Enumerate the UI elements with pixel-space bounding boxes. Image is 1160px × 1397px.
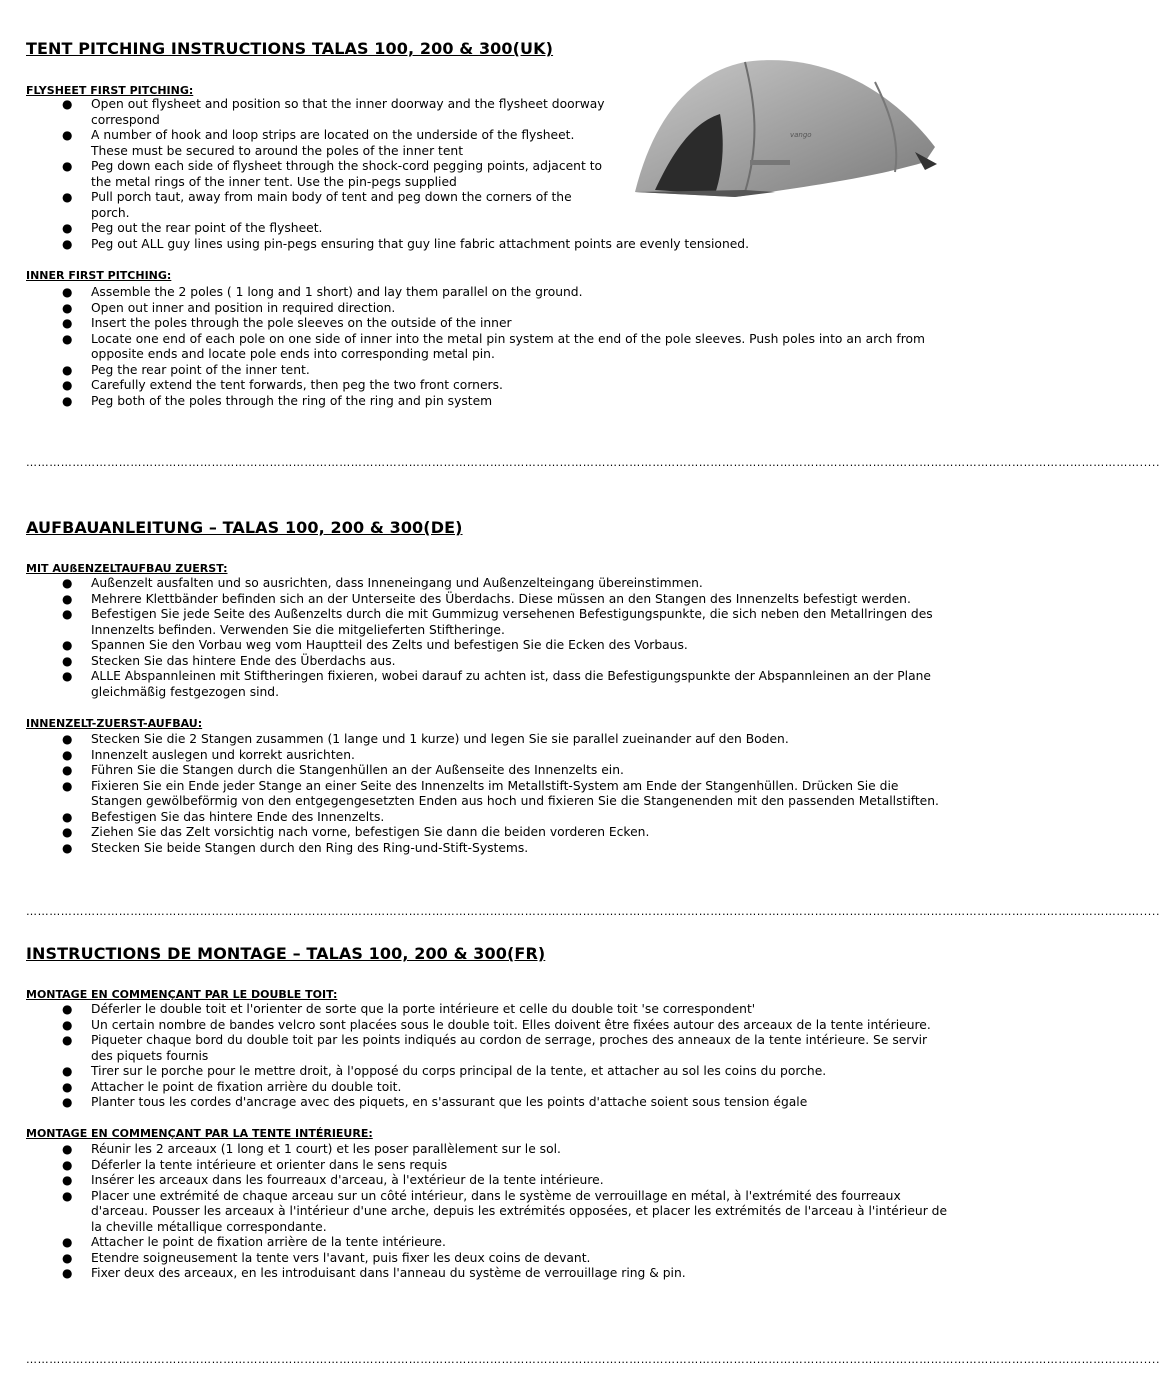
list-item xyxy=(26,332,950,363)
list-item xyxy=(26,1002,950,1018)
fr-flysheet-list-wrap xyxy=(26,1002,950,1111)
section-fr xyxy=(26,944,950,963)
item-text: Piqueter chaque bord du double toit par les points indiqués au cordon de serrage, proches des anneaux de la tente intérieure. Se servir des piquets fournis xyxy=(91,1033,928,1063)
item-text: Placer une extrémité de chaque arceau sur un côté intérieur, dans le système de verrouillage en métal, à l'extrémité des fourreaux d'arceau. Pousser les arceaux à l'intérieur d'une arche, depuis les extrémités opposées, et placer les extrémités de l'arceau à l'intérieur de la cheville métallique correspondante. xyxy=(91,1188,948,1234)
list-item xyxy=(26,1173,950,1189)
list-item xyxy=(26,394,950,410)
list-item xyxy=(26,638,950,654)
de-inner-list xyxy=(26,732,950,856)
item-text: Etendre soigneusement la tente vers l'avant, puis fixer les deux coins de devant. xyxy=(91,1250,591,1265)
list-item xyxy=(26,1080,950,1096)
list-item xyxy=(26,810,950,826)
separator: ………………………………………………………………………………………………………………………………………………………………………………………………………………………………………………………………..... xyxy=(26,905,1160,918)
list-item xyxy=(26,237,950,253)
item-text: A number of hook and loop strips are located on the underside of the flysheet. These must be secured to around the poles of the inner tent xyxy=(91,128,575,158)
bullet-icon: ● xyxy=(62,1079,73,1094)
bullet-icon: ● xyxy=(62,763,73,777)
list-item xyxy=(26,748,950,764)
bullet-icon: ● xyxy=(62,1266,73,1280)
bullet-icon: ● xyxy=(62,1173,73,1187)
subheading: INNER FIRST PITCHING: xyxy=(26,269,172,282)
item-text: Peg out the rear point of the flysheet. xyxy=(91,221,323,235)
subheading: FLYSHEET FIRST PITCHING: xyxy=(26,84,194,97)
item-text: Befestigen Sie jede Seite des Außenzelts durch die mit Gummizug versehenen Befestigungspunkte, die sich neben den Metallringen des Innenzelts befinden. Verwenden Sie die mitgelieferten Stiftheringe. xyxy=(91,607,933,637)
bullet-icon: ● xyxy=(62,809,73,824)
list-item xyxy=(26,221,950,237)
bullet-icon: ● xyxy=(62,221,73,235)
bullet-icon: ● xyxy=(62,591,73,606)
bullet-icon: ● xyxy=(62,331,73,346)
bullet-icon: ● xyxy=(62,159,73,173)
item-text: Innenzelt auslegen und korrekt ausrichten. xyxy=(91,747,355,762)
item-text: Stecken Sie das hintere Ende des Überdachs aus. xyxy=(91,653,396,668)
section-heading: AUFBAUANLEITUNG – TALAS 100, 200 & 300(DE) xyxy=(26,518,463,537)
fr-inner-list-wrap xyxy=(26,1142,950,1282)
item-text: Fixieren Sie ein Ende jeder Stange an einer Seite des Innenzelts im Metallstift-System am Ende der Stangenhüllen. Drücken Sie die Stangen gewölbeförmig von den entgegengesetzten Enden aus hoch und fixieren Sie die Stangenenden mit den passenden Metallstiften. xyxy=(91,778,939,808)
bullet-icon: ● xyxy=(62,1017,73,1032)
item-text: Stecken Sie die 2 Stangen zusammen (1 lange und 1 kurze) und legen Sie sie parallel zueinander auf den Boden. xyxy=(91,732,789,746)
item-text: Carefully extend the tent forwards, then peg the two front corners. xyxy=(91,378,503,392)
list-item xyxy=(26,1235,950,1251)
de-flysheet-list xyxy=(26,576,950,700)
de-inner-block xyxy=(26,717,950,730)
item-text: ALLE Abspannleinen mit Stiftheringen fixieren, wobei darauf zu achten ist, dass die Befestigungspunkte der Abspannleinen an der Plane gleichmäßig festgezogen sind. xyxy=(91,669,931,699)
item-text: Open out inner and position in required direction. xyxy=(91,300,396,315)
item-text: Insérer les arceaux dans les fourreaux d'arceau, à l'extérieur de la tente intérieure. xyxy=(91,1173,604,1187)
item-text: Déferler le double toit et l'orienter de sorte que la porte intérieure et celle du double toit 'se correspondent' xyxy=(91,1002,756,1016)
tent-logo: vango xyxy=(790,131,812,139)
bullet-icon: ● xyxy=(62,1064,73,1078)
separator: ………………………………………………………………………………………………………………………………………………………………………………………………………………………………………………………………..... xyxy=(26,456,1160,469)
item-text: Peg the rear point of the inner tent. xyxy=(91,362,310,377)
bullet-icon: ● xyxy=(62,236,73,251)
subheading: MONTAGE EN COMMENÇANT PAR LA TENTE INTÉRIEURE: xyxy=(26,1127,373,1140)
bullet-icon: ● xyxy=(62,190,73,204)
bullet-icon: ● xyxy=(62,1157,73,1172)
item-text: Attacher le point de fixation arrière du double toit. xyxy=(91,1079,402,1094)
bullet-icon: ● xyxy=(62,1002,73,1016)
bullet-icon: ● xyxy=(62,732,73,746)
list-item xyxy=(26,363,950,379)
fr-inner-block xyxy=(26,1127,950,1140)
uk-inner-list xyxy=(26,285,950,409)
bullet-icon: ● xyxy=(62,128,73,142)
item-text: Spannen Sie den Vorbau weg vom Hauptteil des Zelts und befestigen Sie die Ecken des Vorbaus. xyxy=(91,638,688,652)
list-item xyxy=(26,592,950,608)
list-item xyxy=(26,378,950,394)
list-item xyxy=(26,654,950,670)
uk-flysheet-list xyxy=(26,97,950,252)
section-heading: INSTRUCTIONS DE MONTAGE – TALAS 100, 200 & 300(FR) xyxy=(26,944,546,963)
item-text: Stecken Sie beide Stangen durch den Ring des Ring-und-Stift-Systems. xyxy=(91,840,529,855)
list-item xyxy=(26,1266,950,1282)
list-item xyxy=(26,128,950,159)
list-item xyxy=(26,825,950,841)
de-flysheet-block xyxy=(26,562,950,575)
subheading: INNENZELT-ZUERST-AUFBAU: xyxy=(26,717,203,730)
bullet-icon: ● xyxy=(62,840,73,855)
list-item xyxy=(26,1251,950,1267)
subheading: MONTAGE EN COMMENÇANT PAR LE DOUBLE TOIT: xyxy=(26,988,338,1001)
list-item xyxy=(26,607,950,638)
de-flysheet-list-wrap xyxy=(26,576,950,700)
bullet-icon: ● xyxy=(62,97,73,111)
list-item xyxy=(26,669,950,700)
list-item xyxy=(26,1033,950,1064)
uk-inner-block xyxy=(26,269,950,282)
list-item xyxy=(26,1189,950,1236)
bullet-icon: ● xyxy=(62,316,73,330)
list-item xyxy=(26,97,950,128)
bullet-icon: ● xyxy=(62,1033,73,1047)
item-text: Déferler la tente intérieure et orienter dans le sens requis xyxy=(91,1157,448,1172)
item-text: Fixer deux des arceaux, en les introduisant dans l'anneau du système de verrouillage ring & pin. xyxy=(91,1266,686,1280)
item-text: Locate one end of each pole on one side of inner into the metal pin system at the end of the pole sleeves. Push poles into an arch from opposite ends and locate pole ends into corresponding metal pin. xyxy=(91,331,925,361)
bullet-icon: ● xyxy=(62,1142,73,1156)
list-item xyxy=(26,1142,950,1158)
item-text: Assemble the 2 poles ( 1 long and 1 short) and lay them parallel on the ground. xyxy=(91,285,583,299)
list-item xyxy=(26,841,950,857)
uk-flysheet-block xyxy=(26,84,950,97)
item-text: Ziehen Sie das Zelt vorsichtig nach vorne, befestigen Sie dann die beiden vorderen Ecken. xyxy=(91,825,650,839)
bullet-icon: ● xyxy=(62,285,73,299)
bullet-icon: ● xyxy=(62,378,73,392)
list-item xyxy=(26,732,950,748)
section-heading: TENT PITCHING INSTRUCTIONS TALAS 100, 200 & 300(UK) xyxy=(26,39,554,58)
list-item xyxy=(26,576,950,592)
item-text: Außenzelt ausfalten und so ausrichten, dass Inneneingang und Außenzelteingang übereinstimmen. xyxy=(91,576,703,590)
bullet-icon: ● xyxy=(62,1235,73,1249)
fr-flysheet-block xyxy=(26,988,950,1001)
item-text: Führen Sie die Stangen durch die Stangenhüllen an der Außenseite des Innenzelts ein. xyxy=(91,763,624,777)
list-item xyxy=(26,1158,950,1174)
bullet-icon: ● xyxy=(62,653,73,668)
bullet-icon: ● xyxy=(62,747,73,762)
item-text: Peg both of the poles through the ring of the ring and pin system xyxy=(91,393,493,408)
bullet-icon: ● xyxy=(62,1095,73,1109)
item-text: Insert the poles through the pole sleeves on the outside of the inner xyxy=(91,316,512,330)
list-item xyxy=(26,316,950,332)
bullet-icon: ● xyxy=(62,576,73,590)
item-text: Un certain nombre de bandes velcro sont placées sous le double toit. Elles doivent être fixées autour des arceaux de la tente intérieure. xyxy=(91,1017,931,1032)
section-de xyxy=(26,518,950,537)
separator: ………………………………………………………………………………………………………………………………………………………………………………………………………………………………………………………………..... xyxy=(26,1353,1160,1366)
fr-inner-list xyxy=(26,1142,950,1282)
item-text: Peg out ALL guy lines using pin-pegs ensuring that guy line fabric attachment points are evenly tensioned. xyxy=(91,236,750,251)
list-item xyxy=(26,159,950,190)
fr-flysheet-list xyxy=(26,1002,950,1111)
item-text: Mehrere Klettbänder befinden sich an der Unterseite des Überdachs. Diese müssen an den Stangen des Innenzelts befestigt werden. xyxy=(91,591,911,606)
list-item xyxy=(26,1095,950,1111)
subheading: MIT AUßENZELTAUFBAU ZUERST: xyxy=(26,562,228,575)
de-inner-list-wrap xyxy=(26,732,950,856)
item-text: Befestigen Sie das hintere Ende des Innenzelts. xyxy=(91,809,385,824)
item-text: Planter tous les cordes d'ancrage avec des piquets, en s'assurant que les points d'attache soient sous tension égale xyxy=(91,1095,808,1109)
item-text: Attacher le point de fixation arrière de la tente intérieure. xyxy=(91,1235,446,1249)
item-text: Open out flysheet and position so that the inner doorway and the flysheet doorway correspond xyxy=(91,97,605,127)
bullet-icon: ● xyxy=(62,1188,73,1203)
list-item xyxy=(26,1064,950,1080)
bullet-icon: ● xyxy=(62,638,73,652)
item-text: Peg down each side of flysheet through the shock-cord pegging points, adjacent to the metal rings of the inner tent. Use the pin-pegs supplied xyxy=(91,159,603,189)
list-item xyxy=(26,763,950,779)
list-item xyxy=(26,1018,950,1034)
list-item xyxy=(26,779,950,810)
bullet-icon: ● xyxy=(62,778,73,793)
list-item xyxy=(26,301,950,317)
item-text: Pull porch taut, away from main body of tent and peg down the corners of the porch. xyxy=(91,190,572,220)
uk-flysheet-list-wrap xyxy=(26,97,950,252)
list-item xyxy=(26,285,950,301)
bullet-icon: ● xyxy=(62,825,73,839)
section-uk xyxy=(26,39,950,58)
bullet-icon: ● xyxy=(62,669,73,683)
uk-inner-list-wrap xyxy=(26,285,950,409)
item-text: Réunir les 2 arceaux (1 long et 1 court) et les poser parallèlement sur le sol. xyxy=(91,1142,561,1156)
item-text: Tirer sur le porche pour le mettre droit, à l'opposé du corps principal de la tente, et attacher au sol les coins du porche. xyxy=(91,1064,827,1078)
list-item xyxy=(26,190,950,221)
bullet-icon: ● xyxy=(62,1250,73,1265)
bullet-icon: ● xyxy=(62,362,73,377)
bullet-icon: ● xyxy=(62,607,73,621)
bullet-icon: ● xyxy=(62,300,73,315)
bullet-icon: ● xyxy=(62,393,73,408)
